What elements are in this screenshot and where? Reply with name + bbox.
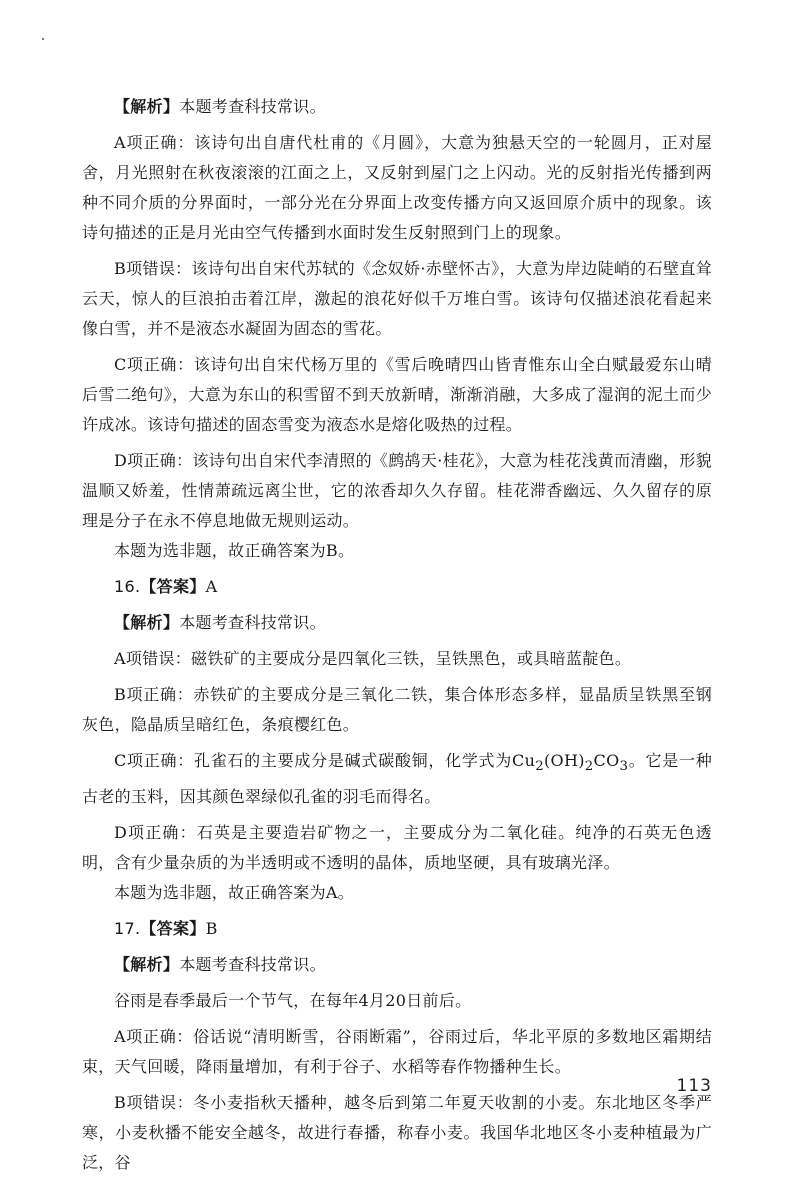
paragraph-text: A项正确：俗话说“清明断雪，谷雨断霜”，谷雨过后，华北平原的多数地区霜期结束，天气回暖，降雨量增加，有利于谷子、水稻等春作物播种生长。 [82, 1027, 712, 1077]
paragraph-text: A项错误：磁铁矿的主要成分是四氧化三铁，呈铁黑色，或具暗蓝靛色。 [114, 649, 632, 668]
intro-paragraph [82, 986, 712, 1016]
option-a-paragraph [82, 128, 712, 248]
paragraph-text: D项正确：该诗句出自宋代李清照的《鹧鸪天·桂花》，大意为桂花浅黄而清幽，形貌温顺又娇羞，性情萧疏远离尘世，它的浓香却久久存留。桂花滞香幽远、久久留存的原理是分子在永不停息地做无规则运动。 [82, 451, 712, 530]
analysis-tag: 【解析】 [114, 955, 180, 975]
scan-speck [42, 38, 44, 40]
paragraph-text: B项错误：该诗句出自宋代苏轼的《念奴娇·赤壁怀古》，大意为岸边陡峭的石壁直耸云天，惊人的巨浪拍击着江岸，激起的浪花好似千万堆白雪。该诗句仅描述浪花看起来像白雪，并不是液态水凝固为固态的雪花。 [82, 259, 712, 338]
paragraph-text: A项正确：该诗句出自唐代杜甫的《月圆》，大意为独悬天空的一轮圆月，正对屋舍，月光照射在秋夜滚滚的江面之上，又反射到屋门之上闪动。光的反射指光传播到两种不同介质的分界面时，一部分光在分界面上改变传播方向又返回原介质中的现象。该诗句描述的正是月光由空气传播到水面时发生反射照到门上的现象。 [82, 133, 712, 242]
document-body [82, 92, 712, 1178]
formula-subscript: 2 [584, 759, 594, 775]
question-number: 17. [114, 919, 141, 939]
paragraph-text: 本题为选非题，故正确答案为A。 [114, 883, 355, 903]
option-d-paragraph [82, 446, 712, 536]
answer-value: A [205, 577, 218, 596]
answer-tag: 【答案】 [140, 577, 206, 596]
answer-tag: 【答案】 [140, 919, 206, 939]
paragraph-text: C项正确：孔雀石的主要成分是碱式碳酸铜，化学式为Cu [114, 751, 536, 770]
option-a-paragraph [82, 1022, 712, 1082]
paragraph-text: 。它是一种古老的玉料，因其颜色翠绿似孔雀的羽毛而得名。 [82, 751, 712, 807]
formula-subscript: 3 [619, 759, 629, 775]
paragraph-text: 本题为选非题，故正确答案为B。 [114, 541, 355, 560]
answer-value: B [205, 919, 218, 939]
paragraph-text: 本题考查科技常识。 [179, 97, 326, 116]
option-d-paragraph [82, 818, 712, 878]
option-b-paragraph [82, 254, 712, 344]
analysis-paragraph [82, 950, 712, 980]
formula-part: CO [593, 751, 620, 770]
paragraph-text: 谷雨是春季最后一个节气，在每年4月20日前后。 [114, 991, 472, 1011]
formula-part: (OH) [543, 751, 585, 770]
question-number: 16. [114, 577, 141, 596]
analysis-tag: 【解析】 [114, 613, 180, 632]
paragraph-text: 本题考查科技常识。 [179, 613, 326, 632]
option-a-paragraph [82, 644, 712, 674]
formula-subscript: 2 [535, 759, 544, 775]
option-b-paragraph [82, 1088, 712, 1178]
option-c-paragraph [82, 746, 712, 812]
conclusion-paragraph [82, 536, 712, 566]
analysis-paragraph [82, 608, 712, 638]
option-b-paragraph [82, 680, 712, 740]
paragraph-text: 本题考查科技常识。 [179, 955, 326, 975]
paragraph-text: C项正确：该诗句出自宋代杨万里的《雪后晚晴四山皆青惟东山全白赋最爱东山晴后雪二绝句》，大意为东山的积雪留不到天放新晴，渐渐消融，大多成了湿润的泥土而少许成冰。该诗句描述的固态雪变为液态水是熔化吸热的过程。 [82, 355, 712, 434]
analysis-tag: 【解析】 [114, 97, 180, 116]
paragraph-text: B项错误：冬小麦指秋天播种，越冬后到第二年夏天收割的小麦。东北地区冬季严寒，小麦秋播不能安全越冬，故进行春播，称春小麦。我国华北地区冬小麦种植最为广泛，谷 [82, 1093, 712, 1173]
analysis-paragraph [82, 92, 712, 122]
page-number: 113 [676, 1076, 712, 1096]
answer-heading-17 [82, 914, 712, 944]
paragraph-text: D项正确：石英是主要造岩矿物之一，主要成分为二氧化硅。纯净的石英无色透明，含有少量杂质的为半透明或不透明的晶体，质地坚硬，具有玻璃光泽。 [82, 823, 712, 873]
option-c-paragraph [82, 350, 712, 440]
conclusion-paragraph [82, 878, 712, 908]
paragraph-text: B项正确：赤铁矿的主要成分是三氧化二铁，集合体形态多样，显晶质呈铁黑至钢灰色，隐晶质呈暗红色，条痕樱红色。 [82, 685, 712, 734]
answer-heading-16 [82, 572, 712, 602]
